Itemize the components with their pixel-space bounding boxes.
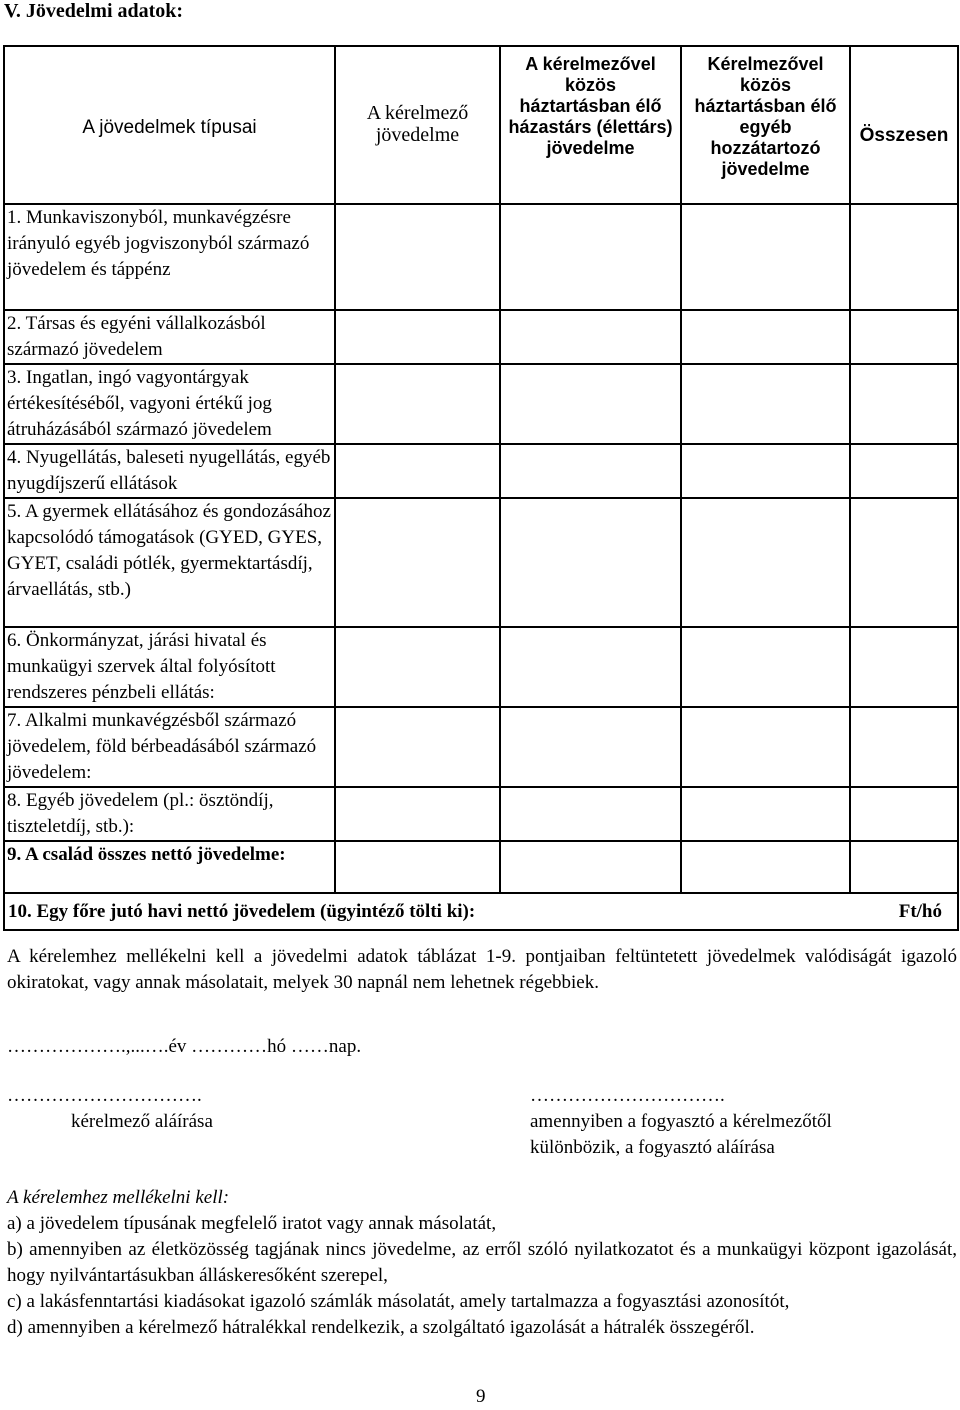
- other-total-cell[interactable]: [681, 841, 850, 893]
- header-income-types: A jövedelmek típusai: [4, 46, 335, 204]
- applicant-cell[interactable]: [335, 444, 500, 498]
- row-label: 3. Ingatlan, ingó vagyontárgyak értékesítéséből, vagyoni értékű jog átruházásából származó jövedelem: [4, 364, 335, 444]
- row-label: 2. Társas és egyéni vállalkozásból származó jövedelem: [4, 310, 335, 364]
- header-other-relative-income: Kérelmezővel közös háztartásban élő egyéb hozzátartozó jövedelme: [681, 46, 850, 204]
- other-cell[interactable]: [681, 498, 850, 627]
- header-spouse-income: A kérelmezővel közös háztartásban élő házastárs (élettárs) jövedelme: [500, 46, 681, 204]
- applicant-cell[interactable]: [335, 364, 500, 444]
- spouse-cell[interactable]: [500, 498, 681, 627]
- header-total: Összesen: [850, 46, 958, 204]
- per-capita-label: 10. Egy főre jutó havi nettó jövedelem (ügyintéző tölti ki):: [8, 900, 476, 922]
- other-cell[interactable]: [681, 707, 850, 787]
- spouse-total-cell[interactable]: [500, 841, 681, 893]
- income-table: [3, 45, 959, 931]
- attachment-item-c: c) a lakásfenntartási kiadásokat igazoló számlák másolatát, amely tartalmazza a fogyasztási azonosítót,: [7, 1291, 790, 1312]
- applicant-cell[interactable]: [335, 498, 500, 627]
- row-label: 5. A gyermek ellátásához és gondozásához kapcsolódó támogatások (GYED, GYES, GYET, családi pótlék, gyermektartásdíj, árvaellátás, stb.): [4, 498, 335, 627]
- total-cell[interactable]: [850, 310, 958, 364]
- per-capita-row: [4, 893, 958, 930]
- applicant-total-cell[interactable]: [335, 841, 500, 893]
- spouse-cell[interactable]: [500, 310, 681, 364]
- per-capita-unit: Ft/hó: [898, 900, 942, 922]
- attachment-item-d: d) amennyiben a kérelmező hátralékkal rendelkezik, a szolgáltató igazolását a hátralék összegéről.: [7, 1317, 755, 1338]
- table-row: [4, 364, 958, 444]
- table-header-row: [4, 46, 958, 204]
- other-cell[interactable]: [681, 364, 850, 444]
- section-title: V. Jövedelmi adatok:: [4, 0, 184, 22]
- table-row: [4, 707, 958, 787]
- table-row: [4, 627, 958, 707]
- row-label: 7. Alkalmi munkavégzésből származó jövedelem, föld bérbeadásából származó jövedelem:: [4, 707, 335, 787]
- table-row: [4, 444, 958, 498]
- attachment-item-b: b) amennyiben az életközösség tagjának nincs jövedelme, az erről szóló nyilatkozatot és a munkaügyi központ igazolását, hogy nyilvántartásukban álláskeresőként szerepel,: [7, 1239, 957, 1286]
- attachments-heading: A kérelemhez mellékelni kell:: [7, 1187, 230, 1208]
- family-total-label: 9. A család összes nettó jövedelme:: [4, 841, 335, 893]
- attachment-note: A kérelemhez mellékelni kell a jövedelmi adatok táblázat 1-9. pontjaiban feltüntetett jövedelmek valódiságát igazoló okiratokat, vagy annak másolatait, melyek 30 napnál nem lehetnek régebbiek.: [7, 946, 957, 993]
- other-cell[interactable]: [681, 204, 850, 310]
- row-label: 6. Önkormányzat, járási hivatal és munkaügyi szervek által folyósított rendszeres pénzbeli ellátás:: [4, 627, 335, 707]
- row-label: 1. Munkaviszonyból, munkavégzésre irányuló egyéb jogviszonyból származó jövedelem és táppénz: [4, 204, 335, 310]
- spouse-cell[interactable]: [500, 707, 681, 787]
- consumer-signature-label-2: különbözik, a fogyasztó aláírása: [530, 1137, 775, 1158]
- applicant-cell[interactable]: [335, 707, 500, 787]
- other-cell[interactable]: [681, 627, 850, 707]
- total-cell[interactable]: [850, 627, 958, 707]
- consumer-signature-dots: ………………………….: [530, 1085, 725, 1106]
- table-row: [4, 310, 958, 364]
- applicant-cell[interactable]: [335, 204, 500, 310]
- other-cell[interactable]: [681, 787, 850, 841]
- other-cell[interactable]: [681, 444, 850, 498]
- total-cell[interactable]: [850, 498, 958, 627]
- date-line: ……………….,...….év …………hó ……nap.: [7, 1036, 362, 1057]
- row-label: 8. Egyéb jövedelem (pl.: ösztöndíj, tiszteletdíj, stb.):: [4, 787, 335, 841]
- applicant-cell[interactable]: [335, 787, 500, 841]
- other-cell[interactable]: [681, 310, 850, 364]
- total-cell[interactable]: [850, 444, 958, 498]
- applicant-signature-label: kérelmező aláírása: [71, 1111, 213, 1132]
- total-cell[interactable]: [850, 204, 958, 310]
- table-row: [4, 841, 958, 893]
- applicant-cell[interactable]: [335, 627, 500, 707]
- total-cell[interactable]: [850, 707, 958, 787]
- spouse-cell[interactable]: [500, 204, 681, 310]
- total-cell[interactable]: [850, 787, 958, 841]
- page-number: 9: [476, 1386, 486, 1407]
- grand-total-cell[interactable]: [850, 841, 958, 893]
- row-label: 4. Nyugellátás, baleseti nyugellátás, egyéb nyugdíjszerű ellátások: [4, 444, 335, 498]
- header-applicant-income: A kérelmező jövedelme: [335, 46, 500, 204]
- applicant-cell[interactable]: [335, 310, 500, 364]
- table-row: [4, 787, 958, 841]
- attachment-item-a: a) a jövedelem típusának megfelelő iratot vagy annak másolatát,: [7, 1213, 497, 1234]
- spouse-cell[interactable]: [500, 627, 681, 707]
- spouse-cell[interactable]: [500, 364, 681, 444]
- consumer-signature-label-1: amennyiben a fogyasztó a kérelmezőtől: [530, 1111, 832, 1132]
- spouse-cell[interactable]: [500, 787, 681, 841]
- table-row: [4, 498, 958, 627]
- per-capita-cell[interactable]: [4, 893, 958, 930]
- applicant-signature-dots: ………………………….: [7, 1085, 202, 1106]
- total-cell[interactable]: [850, 364, 958, 444]
- table-row: [4, 204, 958, 310]
- spouse-cell[interactable]: [500, 444, 681, 498]
